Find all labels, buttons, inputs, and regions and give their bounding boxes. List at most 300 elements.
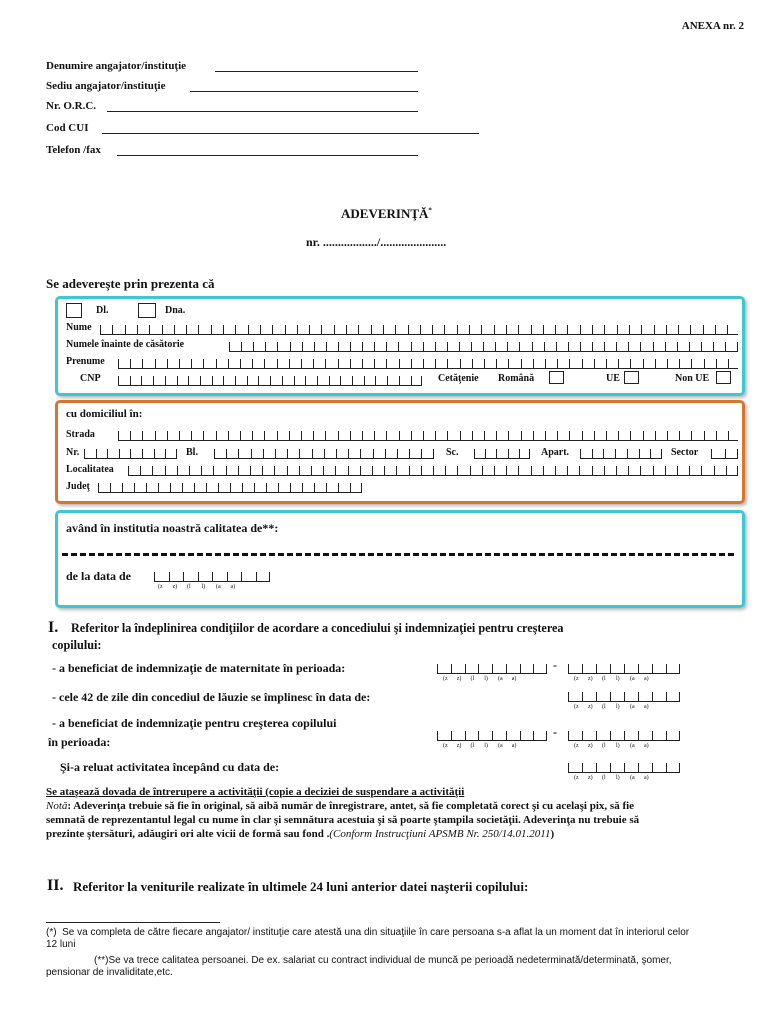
field-tick (716, 359, 717, 368)
field-tick (247, 376, 248, 385)
field-tick (508, 449, 509, 458)
date-letter: (a (630, 676, 635, 682)
note-close: ) (550, 828, 555, 840)
date-letter: z) (588, 676, 593, 682)
field-tick (437, 664, 438, 673)
field-tick (421, 466, 422, 475)
postnatal-date-boxes[interactable] (568, 692, 680, 702)
field-tick (451, 731, 452, 740)
field-tick (546, 731, 547, 740)
dna-label: Dna. (165, 305, 186, 316)
field-tick (691, 431, 692, 440)
field-tick (289, 359, 290, 368)
field-tick (592, 466, 593, 475)
checkbox-non-ue[interactable] (716, 371, 731, 384)
quality-heading: având în institutia noastră calitatea de**: (66, 521, 279, 535)
date-letter: (l (187, 584, 191, 590)
orc-field[interactable] (107, 111, 418, 112)
field-tick (520, 731, 521, 740)
footnote-1-mark: (*) (46, 927, 57, 938)
field-tick (411, 359, 412, 368)
field-tick (596, 664, 597, 673)
field-tick (627, 449, 628, 458)
field-tick (725, 449, 726, 458)
date-letter: a) (511, 676, 517, 682)
field-tick (533, 731, 534, 740)
field-tick (325, 431, 326, 440)
field-tick (371, 325, 372, 334)
field-tick (206, 483, 207, 492)
dl-label: Dl. (96, 305, 109, 316)
field-tick (653, 466, 654, 475)
field-tick (188, 376, 189, 385)
field-tick (348, 466, 349, 475)
field-tick (665, 342, 666, 351)
field-tick (396, 466, 397, 475)
field-tick (496, 449, 497, 458)
field-tick (557, 359, 558, 368)
field-tick (386, 342, 387, 351)
date-letter: (a (630, 743, 635, 749)
field-tick (506, 731, 507, 740)
field-tick (652, 692, 653, 701)
postnatal-label: - cele 42 de zile din concediul de lăuzie se împlinesc în data de: (52, 690, 371, 704)
from-date-boxes[interactable] (154, 572, 270, 582)
field-tick (122, 483, 123, 492)
field-tick (689, 466, 690, 475)
cui-field[interactable] (102, 133, 479, 134)
field-tick (713, 342, 714, 351)
field-tick (216, 431, 217, 440)
field-tick (596, 731, 597, 740)
field-tick (532, 342, 533, 351)
field-tick (624, 763, 625, 772)
maternity-start-boxes[interactable] (437, 664, 547, 674)
field-tick (533, 431, 534, 440)
field-tick (704, 431, 705, 440)
field-tick (270, 376, 271, 385)
field-tick (375, 376, 376, 385)
field-tick (350, 431, 351, 440)
non-ue-label: Non UE (675, 373, 710, 384)
attachment-note: Se ataşează dovada de întrerupere a activităţii (copie a deciziei de suspendare a activităţii (46, 786, 465, 798)
sc-boxes[interactable] (474, 449, 530, 459)
field-tick (728, 359, 729, 368)
field-tick (714, 466, 715, 475)
field-tick (543, 466, 544, 475)
footnote-1-line1 (46, 927, 689, 938)
field-tick (324, 449, 325, 458)
field-tick (387, 376, 388, 385)
sc-label: Sc. (446, 447, 459, 458)
field-tick (666, 763, 667, 772)
field-tick (142, 449, 143, 458)
checkbox-romana[interactable] (549, 371, 564, 384)
field-tick (603, 449, 604, 458)
field-tick (285, 325, 286, 334)
field-tick (546, 664, 547, 673)
date-letter: l) (484, 676, 488, 682)
field-tick (358, 325, 359, 334)
field-tick (130, 359, 131, 368)
orc-label: Nr. O.R.C. (46, 100, 97, 112)
checkbox-dl[interactable] (66, 303, 82, 318)
field-tick (240, 431, 241, 440)
field-tick (432, 325, 433, 334)
field-tick (544, 342, 545, 351)
romana-label: Română (498, 373, 535, 384)
field-tick (701, 342, 702, 351)
employer-seat-field[interactable] (190, 91, 418, 92)
field-tick (533, 664, 534, 673)
field-tick (691, 359, 692, 368)
field-tick (592, 342, 593, 351)
field-tick (679, 731, 680, 740)
field-tick (630, 359, 631, 368)
section-1-title-line2: copilului: (52, 638, 102, 652)
field-tick (265, 342, 266, 351)
field-tick (399, 376, 400, 385)
date-letter: (l (602, 676, 606, 682)
field-tick (582, 359, 583, 368)
checkbox-dna[interactable] (138, 303, 156, 318)
field-tick (624, 664, 625, 673)
field-tick (604, 342, 605, 351)
field-tick (134, 483, 135, 492)
maiden-name-boxes[interactable] (229, 342, 738, 352)
field-tick (568, 342, 569, 351)
field-tick (223, 325, 224, 334)
field-tick (533, 359, 534, 368)
field-tick (594, 431, 595, 440)
date-letter: l) (616, 775, 620, 781)
resume-date-boxes[interactable] (568, 763, 680, 773)
field-tick (399, 359, 400, 368)
field-tick (409, 449, 410, 458)
field-tick (470, 466, 471, 475)
field-tick (604, 325, 605, 334)
field-tick (666, 692, 667, 701)
field-tick (596, 763, 597, 772)
field-tick (618, 431, 619, 440)
first-name-boxes[interactable] (118, 359, 738, 369)
field-tick (472, 431, 473, 440)
field-tick (211, 325, 212, 334)
field-tick (421, 449, 422, 458)
field-tick (274, 466, 275, 475)
title-footnote-mark: * (428, 206, 432, 215)
field-tick (386, 359, 387, 368)
field-tick (287, 449, 288, 458)
field-tick (567, 466, 568, 475)
footnote-1-line2: 12 luni (46, 939, 76, 950)
field-tick (638, 664, 639, 673)
cui-label: Cod CUI (46, 122, 89, 134)
field-tick (482, 466, 483, 475)
field-tick (478, 664, 479, 673)
date-letter: l) (201, 584, 206, 590)
field-tick (128, 466, 129, 475)
field-tick (568, 664, 569, 673)
field-tick (460, 359, 461, 368)
field-tick (198, 572, 199, 581)
field-tick (703, 325, 704, 334)
field-tick (313, 359, 314, 368)
field-tick (203, 359, 204, 368)
field-tick (170, 483, 171, 492)
field-tick (618, 359, 619, 368)
field-tick (282, 376, 283, 385)
field-tick (484, 431, 485, 440)
field-tick (521, 359, 522, 368)
field-tick (130, 376, 131, 385)
field-tick (624, 731, 625, 740)
field-tick (652, 731, 653, 740)
field-tick (201, 466, 202, 475)
field-tick (200, 376, 201, 385)
field-tick (179, 431, 180, 440)
field-tick (679, 359, 680, 368)
title-text: ADEVERINŢĂ (341, 206, 429, 221)
field-tick (471, 342, 472, 351)
field-tick (628, 466, 629, 475)
field-tick (665, 466, 666, 475)
field-tick (335, 466, 336, 475)
note-line3 (46, 828, 554, 840)
phone-label: Telefon /fax (46, 144, 101, 156)
field-tick (350, 359, 351, 368)
field-tick (508, 359, 509, 368)
employer-seat-label: Sediu angajator/instituţie (46, 80, 166, 92)
field-tick (314, 483, 315, 492)
field-tick (216, 359, 217, 368)
field-tick (228, 431, 229, 440)
field-tick (179, 359, 180, 368)
checkbox-ue[interactable] (624, 371, 639, 384)
field-tick (229, 342, 230, 351)
field-tick (580, 325, 581, 334)
field-tick (174, 325, 175, 334)
field-tick (256, 572, 257, 581)
field-tick (398, 342, 399, 351)
field-tick (240, 359, 241, 368)
phone-field[interactable] (117, 155, 418, 156)
field-tick (447, 359, 448, 368)
field-tick (278, 483, 279, 492)
field-tick (518, 325, 519, 334)
field-tick (182, 483, 183, 492)
field-tick (235, 325, 236, 334)
field-tick (457, 325, 458, 334)
field-tick (679, 692, 680, 701)
field-tick (457, 466, 458, 475)
field-tick (640, 466, 641, 475)
field-tick (582, 763, 583, 772)
field-tick (519, 342, 520, 351)
field-tick (617, 325, 618, 334)
field-tick (238, 466, 239, 475)
field-tick (154, 449, 155, 458)
field-tick (655, 431, 656, 440)
field-tick (582, 731, 583, 740)
field-tick (596, 692, 597, 701)
field-tick (643, 359, 644, 368)
apart-boxes[interactable] (580, 449, 662, 459)
field-tick (715, 325, 716, 334)
employer-name-field[interactable] (215, 71, 418, 72)
field-tick (241, 342, 242, 351)
field-tick (254, 483, 255, 492)
date-letter: a) (644, 743, 649, 749)
footnote-2-line2: pensionar de invaliditate,etc. (46, 967, 173, 978)
field-tick (435, 359, 436, 368)
field-tick (154, 572, 155, 581)
field-tick (421, 376, 422, 385)
footnote-2-line1 (94, 955, 672, 966)
field-tick (277, 359, 278, 368)
date-letter: (a (630, 704, 635, 710)
field-tick (690, 325, 691, 334)
field-tick (137, 325, 138, 334)
field-tick (194, 483, 195, 492)
field-tick (521, 431, 522, 440)
field-tick (737, 342, 738, 351)
field-tick (395, 325, 396, 334)
field-tick (518, 466, 519, 475)
document-number[interactable]: nr. ................../...................... (306, 235, 447, 249)
field-tick (314, 342, 315, 351)
note-text-1: : Adeverinţa trebuie să fie în original, să aibă număr de înregistrare, antet, să fie completată corect şi cu acelaşi pix, să fie (67, 800, 635, 812)
field-tick (725, 342, 726, 351)
address-heading: cu domiciliul în: (66, 408, 143, 420)
field-tick (569, 359, 570, 368)
field-tick (594, 359, 595, 368)
field-tick (408, 325, 409, 334)
field-tick (326, 342, 327, 351)
field-tick (638, 692, 639, 701)
field-tick (666, 325, 667, 334)
field-tick (338, 483, 339, 492)
field-tick (610, 763, 611, 772)
date-letter: l) (616, 743, 620, 749)
field-tick (385, 449, 386, 458)
field-tick (158, 483, 159, 492)
name-boxes[interactable] (100, 325, 738, 335)
field-tick (411, 431, 412, 440)
field-tick (287, 466, 288, 475)
street-boxes[interactable] (118, 431, 738, 441)
childcare-start-boxes[interactable] (437, 731, 547, 741)
field-tick (445, 466, 446, 475)
field-tick (579, 466, 580, 475)
field-tick (294, 376, 295, 385)
date-letter: (l (602, 743, 606, 749)
date-letter: a) (644, 704, 649, 710)
field-tick (384, 466, 385, 475)
field-tick (258, 376, 259, 385)
field-tick (141, 376, 142, 385)
field-tick (496, 359, 497, 368)
field-tick (242, 483, 243, 492)
childcare-period-label: - a beneficiat de indemnizaţie pentru creşterea copilului (52, 716, 337, 730)
field-tick (264, 359, 265, 368)
footnote-1-text: Se va completa de către fiecare angajator/ instituţie care atestă una din situaţiile în care persoana s-a aflat la un moment dat în interiorul celor (62, 927, 690, 938)
first-name-label: Prenume (66, 356, 105, 367)
childcare-end-boxes[interactable] (568, 731, 680, 741)
cnp-boxes[interactable] (118, 376, 422, 386)
field-tick (661, 449, 662, 458)
field-tick (165, 376, 166, 385)
document-title (341, 206, 432, 222)
field-tick (350, 342, 351, 351)
field-tick (716, 431, 717, 440)
field-tick (167, 359, 168, 368)
section-1-roman: I. (48, 619, 59, 636)
field-tick (616, 466, 617, 475)
field-tick (250, 466, 251, 475)
field-tick (214, 449, 215, 458)
note-text-3: prezinte ştersături, adăugiri ori alte vicii de formă sau fond . (46, 828, 330, 840)
field-tick (444, 325, 445, 334)
date-letter: a) (644, 775, 649, 781)
field-tick (492, 731, 493, 740)
field-tick (506, 664, 507, 673)
field-tick (610, 664, 611, 673)
field-tick (191, 431, 192, 440)
field-tick (153, 376, 154, 385)
field-tick (84, 449, 85, 458)
field-tick (301, 431, 302, 440)
date-letter: (z (443, 676, 448, 682)
maternity-end-boxes[interactable] (568, 664, 680, 674)
nr-boxes[interactable] (84, 449, 177, 459)
field-tick (580, 449, 581, 458)
field-tick (191, 359, 192, 368)
field-tick (361, 483, 362, 492)
note-label: Notă (46, 800, 68, 812)
field-tick (568, 731, 569, 740)
county-boxes[interactable] (98, 483, 362, 493)
field-tick (423, 359, 424, 368)
sector-boxes[interactable] (711, 449, 738, 459)
field-tick (677, 342, 678, 351)
field-tick (275, 449, 276, 458)
field-tick (186, 325, 187, 334)
field-tick (262, 466, 263, 475)
field-tick (679, 763, 680, 772)
field-tick (506, 466, 507, 475)
field-tick (226, 449, 227, 458)
section-1-title-line1: Referitor la îndeplinirea condiţiilor de acordare a concediului şi indemnizaţiei pentru creşterea (71, 621, 564, 635)
field-tick (641, 325, 642, 334)
date-letter: z) (588, 775, 593, 781)
locality-boxes[interactable] (128, 466, 738, 476)
field-tick (447, 342, 448, 351)
field-tick (372, 466, 373, 475)
bl-boxes[interactable] (214, 449, 434, 459)
field-tick (582, 664, 583, 673)
date-letter: (z (574, 676, 579, 682)
field-tick (689, 342, 690, 351)
quality-field[interactable] (62, 553, 734, 556)
field-tick (118, 376, 119, 385)
date-letter: (a (498, 743, 503, 749)
field-tick (506, 325, 507, 334)
field-tick (666, 731, 667, 740)
field-tick (118, 431, 119, 440)
field-tick (727, 325, 728, 334)
field-tick (155, 431, 156, 440)
